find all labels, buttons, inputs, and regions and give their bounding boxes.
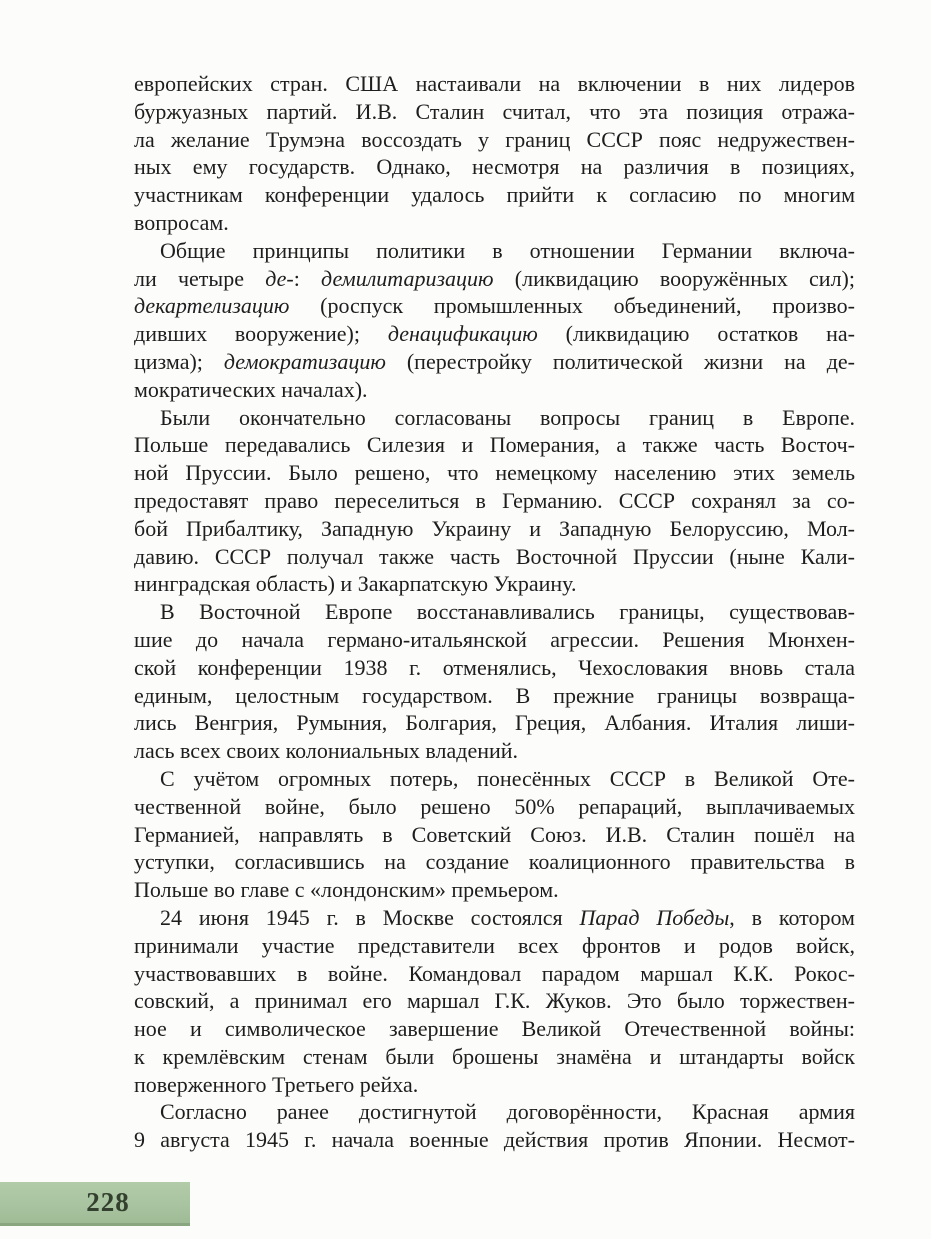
text-line: Польше передавались Силезия и Померания, а также часть Восточ- — [134, 432, 855, 458]
text-line: Были окончательно согласованы вопросы границ в Европе. — [160, 404, 855, 430]
text-line: поверженного Третьего рейха. — [134, 1071, 419, 1097]
text-line: чественной войне, было решено 50% репараций, выплачиваемых — [134, 793, 855, 819]
page-number: 228 — [86, 1187, 130, 1217]
text-line: ла желание Трумэна воссоздать у границ СССР пояс недружествен- — [134, 126, 855, 152]
text-line: буржуазных партий. И.В. Сталин считал, что эта позиция отража- — [134, 98, 855, 124]
text-line: ской конференции 1938 г. отменялись, Чехословакия вновь стала — [134, 654, 855, 680]
text-line: декартелизацию (роспуск промышленных объединений, произво- — [134, 293, 855, 319]
text-line: вопросам. — [134, 209, 229, 235]
text-line: единым, целостным государством. В прежние границы возвраща- — [134, 682, 855, 708]
text-line: Общие принципы политики в отношении Германии включа- — [160, 237, 855, 263]
text-line: Согласно ранее достигнутой договорённости, Красная армия — [160, 1099, 855, 1125]
page-number-band — [0, 1182, 190, 1226]
text-line: Польше во главе с «лондонским» премьером. — [134, 877, 559, 903]
text-line: предоставят право переселиться в Германию. СССР сохранял за со- — [134, 487, 855, 513]
text-line: шие до начала германо-итальянской агрессии. Решения Мюнхен- — [134, 626, 855, 652]
text-line: европейских стран. США настаивали на включении в них лидеров — [134, 71, 855, 96]
text-line: ных ему государств. Однако, несмотря на различия в позициях, — [134, 154, 855, 180]
text-line: цизма); демократизацию (перестройку политической жизни на де- — [134, 348, 855, 374]
text-line: лась всех своих колониальных владений. — [134, 738, 519, 764]
text-line: мократических началах). — [134, 376, 368, 402]
text-line: участникам конференции удалось прийти к согласию по многим — [134, 182, 855, 208]
text-line: давию. СССР получал также часть Восточной Пруссии (ныне Кали- — [134, 543, 855, 569]
paragraph — [134, 237, 855, 404]
text-line: лись Венгрия, Румыния, Болгария, Греция, Албания. Италия лиши- — [134, 710, 855, 736]
text-line: ное и символическое завершение Великой Отечественной войны: — [134, 1016, 855, 1042]
paragraph — [134, 1098, 855, 1154]
text-line: к кремлёвским стенам были брошены знамёна и штандарты войск — [134, 1043, 855, 1069]
text-line: совский, а принимал его маршал Г.К. Жуков. Это было торжествен- — [134, 988, 855, 1014]
text-line: дивших вооружение); денацификацию (ликвидацию остатков на- — [134, 321, 855, 347]
paragraph — [134, 765, 855, 904]
paragraph — [134, 904, 855, 1099]
text-line: Германией, направлять в Советский Союз. И.В. Сталин пошёл на — [134, 821, 855, 847]
text-line: нинградская область) и Закарпатскую Украину. — [134, 571, 577, 597]
paragraph — [134, 404, 855, 599]
text-line: уступки, согласившись на создание коалиционного правительства в — [134, 849, 855, 875]
text-line: 24 июня 1945 г. в Москве состоялся Парад Победы, в котором — [160, 904, 855, 930]
text-line: бой Прибалтику, Западную Украину и Западную Белоруссию, Мол- — [134, 515, 855, 541]
paragraph — [134, 598, 855, 765]
text-line: ной Пруссии. Было решено, что немецкому населению этих земель — [134, 460, 855, 486]
text-line: участвовавших в войне. Командовал парадом маршал К.К. Рокос- — [134, 960, 855, 986]
page-text — [134, 70, 855, 1154]
text-line: принимали участие представители всех фронтов и родов войск, — [134, 932, 855, 958]
text-line: 9 августа 1945 г. начала военные действия против Японии. Несмот- — [134, 1127, 855, 1153]
text-line: С учётом огромных потерь, понесённых СССР в Великой Оте- — [160, 765, 855, 791]
text-line: В Восточной Европе восстанавливались границы, существовав- — [160, 599, 855, 625]
text-line: ли четыре де-: демилитаризацию (ликвидацию вооружённых сил); — [134, 265, 855, 291]
paragraph — [134, 70, 855, 237]
